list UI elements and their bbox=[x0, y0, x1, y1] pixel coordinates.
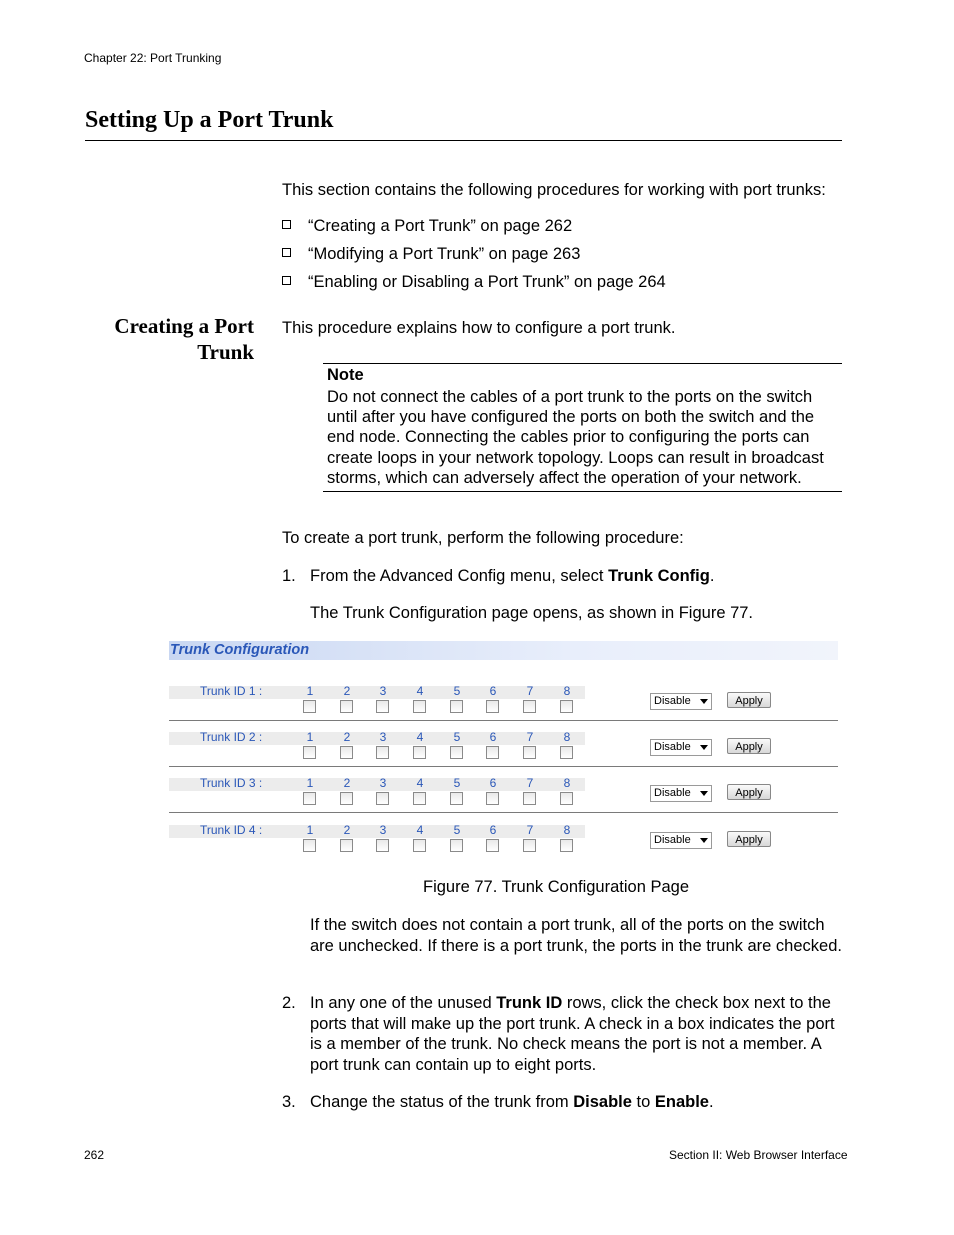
row-separator bbox=[169, 766, 838, 767]
trunk-id-label: Trunk ID 3 : bbox=[200, 776, 263, 790]
trunk-row bbox=[169, 684, 838, 730]
port-checkbox[interactable] bbox=[376, 746, 389, 759]
section-title: Setting Up a Port Trunk bbox=[85, 107, 334, 133]
port-number: 4 bbox=[416, 776, 424, 790]
note-top-rule bbox=[323, 363, 842, 364]
bullet-box-icon bbox=[282, 276, 291, 285]
port-number: 4 bbox=[416, 730, 424, 744]
trunk-row bbox=[169, 823, 838, 869]
step-text-start: In any one of the unused bbox=[310, 994, 497, 1012]
subsection-intro: This procedure explains how to configure a port trunk. bbox=[282, 319, 676, 337]
port-checkbox[interactable] bbox=[413, 700, 426, 713]
port-number: 5 bbox=[453, 730, 461, 744]
port-number: 5 bbox=[453, 823, 461, 837]
intro-paragraph: This section contains the following procedures for working with port trunks: bbox=[282, 181, 826, 199]
port-number: 6 bbox=[489, 730, 497, 744]
procedure-link[interactable]: “Creating a Port Trunk” on page 262 bbox=[308, 217, 573, 235]
trunk-row bbox=[169, 730, 838, 776]
procedure-lead: To create a port trunk, perform the following procedure: bbox=[282, 529, 684, 547]
trunk-status-select[interactable] bbox=[650, 832, 712, 849]
dropdown-arrow-icon bbox=[700, 745, 708, 750]
port-number: 6 bbox=[489, 684, 497, 698]
port-number: 3 bbox=[379, 823, 387, 837]
dropdown-arrow-icon bbox=[700, 699, 708, 704]
note-bottom-rule bbox=[323, 491, 842, 492]
apply-button[interactable]: Apply bbox=[727, 831, 771, 847]
step-bold: Trunk ID bbox=[496, 994, 563, 1012]
dropdown-arrow-icon bbox=[700, 838, 708, 843]
step-number: 3. bbox=[282, 1093, 296, 1111]
trunk-status-value: Disable bbox=[654, 834, 691, 846]
port-checkbox[interactable] bbox=[376, 839, 389, 852]
port-number: 8 bbox=[563, 823, 571, 837]
step-1-result: The Trunk Configuration page opens, as shown in Figure 77. bbox=[310, 604, 754, 622]
trunk-status-select[interactable] bbox=[650, 739, 712, 756]
trunk-status-select[interactable] bbox=[650, 785, 712, 802]
trunk-id-label: Trunk ID 4 : bbox=[200, 823, 263, 837]
port-number: 8 bbox=[563, 730, 571, 744]
bullet-box-icon bbox=[282, 248, 291, 257]
port-checkbox[interactable] bbox=[486, 700, 499, 713]
port-checkbox[interactable] bbox=[413, 746, 426, 759]
trunk-id-label: Trunk ID 1 : bbox=[200, 684, 263, 698]
trunk-status-select[interactable] bbox=[650, 693, 712, 710]
list-item bbox=[282, 217, 572, 236]
port-number: 6 bbox=[489, 776, 497, 790]
port-checkbox[interactable] bbox=[340, 839, 353, 852]
trunk-row bbox=[169, 776, 838, 822]
port-checkbox[interactable] bbox=[450, 792, 463, 805]
step-text-end: . bbox=[708, 1093, 714, 1111]
port-checkbox[interactable] bbox=[450, 746, 463, 759]
port-checkbox[interactable] bbox=[376, 700, 389, 713]
port-checkbox[interactable] bbox=[413, 792, 426, 805]
apply-button[interactable]: Apply bbox=[727, 784, 771, 800]
port-checkbox[interactable] bbox=[303, 839, 316, 852]
step-1 bbox=[282, 566, 842, 587]
apply-button[interactable]: Apply bbox=[727, 738, 771, 754]
row-separator bbox=[169, 812, 838, 813]
port-number: 1 bbox=[306, 684, 314, 698]
step-3 bbox=[282, 1092, 842, 1113]
footer-section: Section II: Web Browser Interface bbox=[669, 1148, 848, 1162]
step-text: From the Advanced Config menu, select bbox=[310, 567, 609, 585]
dropdown-arrow-icon bbox=[700, 791, 708, 796]
apply-button[interactable]: Apply bbox=[727, 692, 771, 708]
trunk-status-value: Disable bbox=[654, 787, 691, 799]
trunk-id-label: Trunk ID 2 : bbox=[200, 730, 263, 744]
port-checkbox[interactable] bbox=[340, 700, 353, 713]
port-checkbox[interactable] bbox=[523, 746, 536, 759]
port-checkbox[interactable] bbox=[303, 700, 316, 713]
port-number: 1 bbox=[306, 730, 314, 744]
trunk-config-header bbox=[169, 641, 838, 660]
port-number: 2 bbox=[343, 730, 351, 744]
port-number: 3 bbox=[379, 776, 387, 790]
step-number: 2. bbox=[282, 994, 296, 1012]
step-text-mid: to bbox=[631, 1093, 655, 1111]
footer-page-number: 262 bbox=[84, 1148, 105, 1162]
title-rule bbox=[85, 140, 842, 141]
step-text: Change the status of the trunk from bbox=[310, 1093, 574, 1111]
port-checkbox[interactable] bbox=[303, 792, 316, 805]
port-number: 2 bbox=[343, 823, 351, 837]
bullet-box-icon bbox=[282, 220, 291, 229]
port-checkbox[interactable] bbox=[523, 839, 536, 852]
port-number: 7 bbox=[526, 730, 534, 744]
port-checkbox[interactable] bbox=[560, 792, 573, 805]
trunk-config-title: Trunk Configuration bbox=[170, 642, 310, 658]
port-checkbox[interactable] bbox=[450, 839, 463, 852]
note-text: Do not connect the cables of a port trunk to the ports on the switch until after you have configured the ports on both the switch and the end node. Connecting the cables prior to configuring the ports can create loops in your network topology. Loops can result in broadcast storms, which can adversely affect the operation of your network. bbox=[327, 388, 824, 487]
port-checkbox[interactable] bbox=[376, 792, 389, 805]
port-number: 2 bbox=[343, 684, 351, 698]
step-text-end: . bbox=[709, 567, 715, 585]
after-figure-paragraph: If the switch does not contain a port trunk, all of the ports on the switch are unchecked. If there is a port trunk, the ports in the trunk are checked. bbox=[310, 916, 842, 955]
port-checkbox[interactable] bbox=[560, 700, 573, 713]
step-bold: Trunk Config bbox=[608, 567, 710, 585]
port-checkbox[interactable] bbox=[523, 700, 536, 713]
port-checkbox[interactable] bbox=[413, 839, 426, 852]
step-text bbox=[310, 993, 842, 1075]
port-checkbox[interactable] bbox=[486, 746, 499, 759]
port-checkbox[interactable] bbox=[523, 792, 536, 805]
list-item bbox=[282, 245, 580, 264]
trunk-status-value: Disable bbox=[654, 741, 691, 753]
port-number: 6 bbox=[489, 823, 497, 837]
figure-caption: Figure 77. Trunk Configuration Page bbox=[423, 878, 689, 896]
port-number: 1 bbox=[306, 823, 314, 837]
port-number: 1 bbox=[306, 776, 314, 790]
trunk-status-value: Disable bbox=[654, 695, 691, 707]
port-number: 2 bbox=[343, 776, 351, 790]
port-checkbox[interactable] bbox=[450, 700, 463, 713]
port-checkbox[interactable] bbox=[486, 792, 499, 805]
port-number: 4 bbox=[416, 684, 424, 698]
note-title: Note bbox=[327, 366, 364, 384]
port-number: 3 bbox=[379, 730, 387, 744]
port-number: 7 bbox=[526, 684, 534, 698]
port-checkbox[interactable] bbox=[303, 746, 316, 759]
port-checkbox[interactable] bbox=[486, 839, 499, 852]
port-number: 4 bbox=[416, 823, 424, 837]
port-number: 5 bbox=[453, 776, 461, 790]
step-text-end: rows, click the check box next to the ports that will make up the port trunk. A check in a box indicates the port is a member of the trunk. No check means the port is not a member. A port trunk can contain up to eight ports. bbox=[310, 994, 835, 1074]
port-number: 3 bbox=[379, 684, 387, 698]
procedure-link[interactable]: “Enabling or Disabling a Port Trunk” on page 264 bbox=[308, 273, 666, 291]
subsection-title bbox=[100, 313, 254, 365]
running-head: Chapter 22: Port Trunking bbox=[84, 51, 222, 65]
procedure-link[interactable]: “Modifying a Port Trunk” on page 263 bbox=[308, 245, 581, 263]
port-number: 7 bbox=[526, 823, 534, 837]
subsection-title-line1: Creating a Port bbox=[114, 314, 254, 338]
row-separator bbox=[169, 720, 838, 721]
port-number: 7 bbox=[526, 776, 534, 790]
step-number: 1. bbox=[282, 567, 296, 585]
step-bold-2: Enable bbox=[654, 1093, 709, 1111]
port-number: 8 bbox=[563, 776, 571, 790]
port-checkbox[interactable] bbox=[340, 746, 353, 759]
port-checkbox[interactable] bbox=[560, 746, 573, 759]
port-number: 8 bbox=[563, 684, 571, 698]
port-checkbox[interactable] bbox=[340, 792, 353, 805]
step-bold: Disable bbox=[573, 1093, 632, 1111]
port-number: 5 bbox=[453, 684, 461, 698]
list-item bbox=[282, 273, 666, 292]
subsection-title-line2: Trunk bbox=[197, 340, 254, 364]
port-checkbox[interactable] bbox=[560, 839, 573, 852]
